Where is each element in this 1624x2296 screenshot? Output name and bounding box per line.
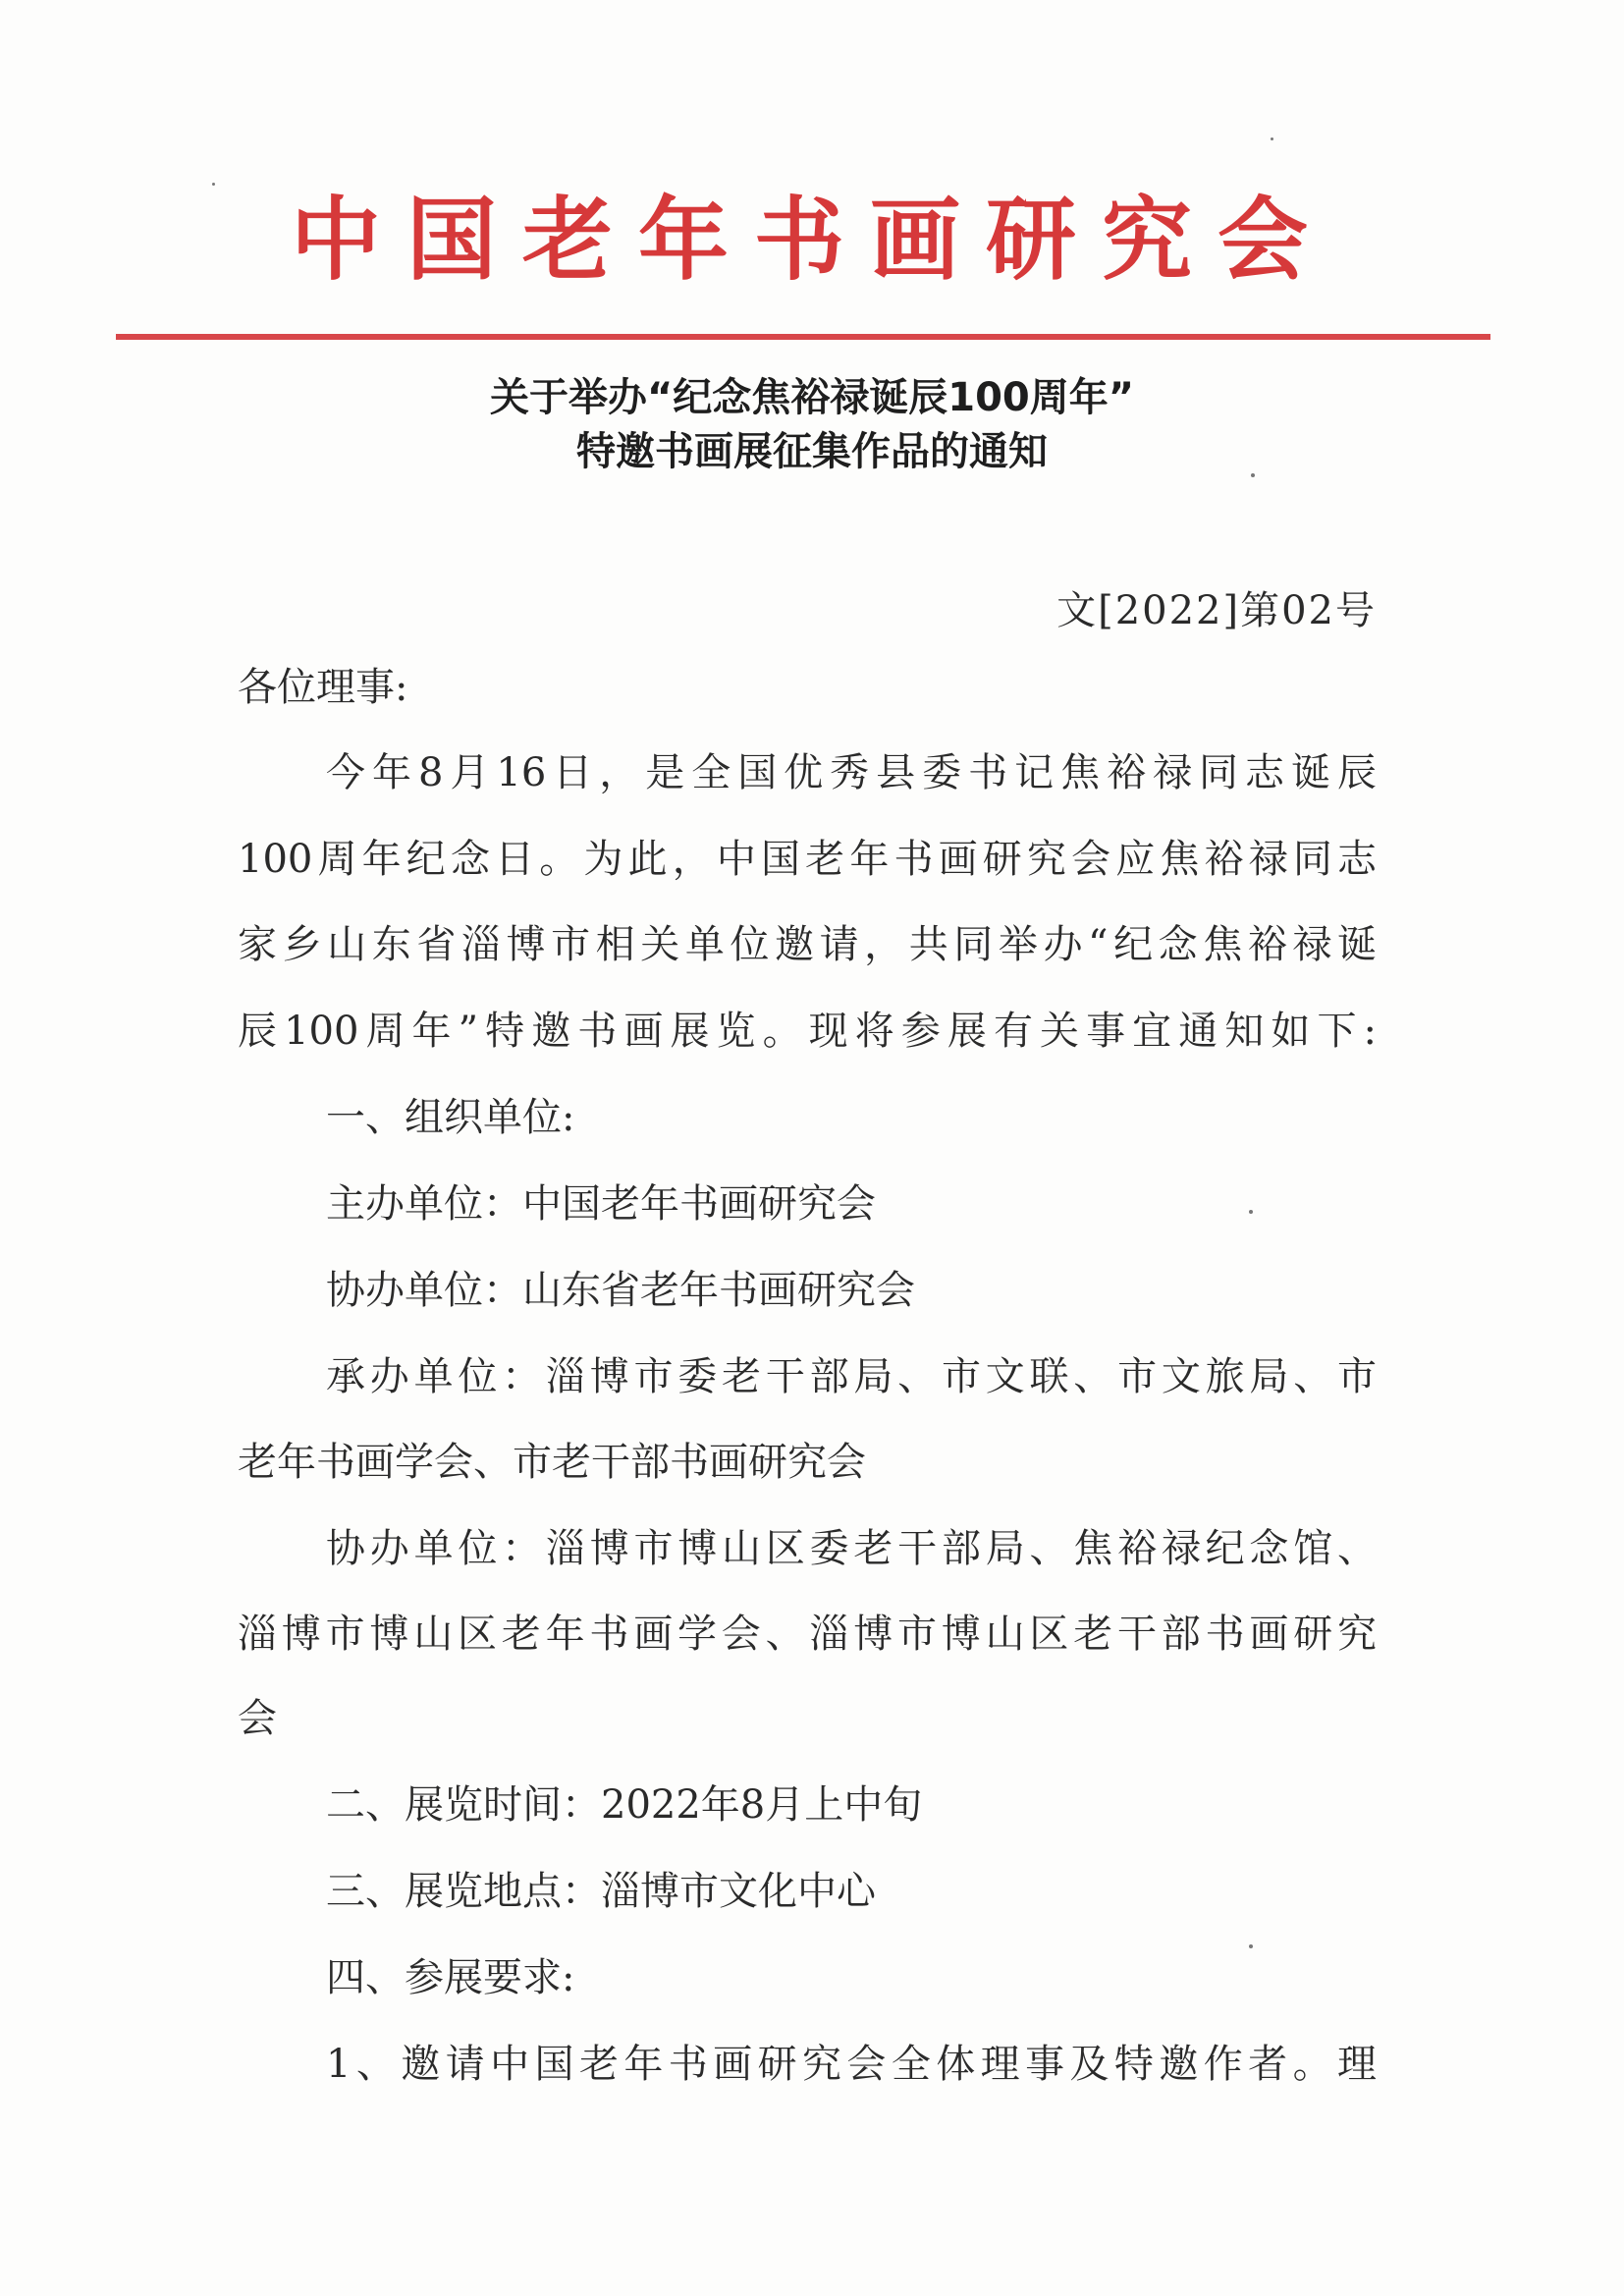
section-1-heading: 一、组织单位: bbox=[326, 1095, 575, 1140]
scan-speck bbox=[1249, 1944, 1253, 1948]
letterhead-red-rule bbox=[116, 334, 1490, 340]
intro-line-1: 今年8月16日，是全国优秀县委书记焦裕禄同志诞辰 bbox=[326, 750, 1377, 795]
document-number: 文[2022]第02号 bbox=[1056, 588, 1377, 633]
requirement-1: 1、邀请中国老年书画研究会全体理事及特邀作者。理 bbox=[326, 2042, 1377, 2087]
undertaker-line-1: 承办单位：淄博市委老干部局、市文联、市文旅局、市 bbox=[326, 1354, 1377, 1399]
section-4-heading: 四、参展要求: bbox=[326, 1955, 575, 2000]
host-organizer: 主办单位：中国老年书画研究会 bbox=[326, 1181, 876, 1227]
salutation: 各位理事: bbox=[238, 665, 408, 710]
section-2-exhibition-time: 二、展览时间：2022年8月上中旬 bbox=[326, 1782, 923, 1828]
assisting-line-3: 会 bbox=[238, 1696, 277, 1741]
intro-line-4: 辰100周年”特邀书画展览。现将参展有关事宜通知如下: bbox=[238, 1009, 1377, 1054]
letterhead-organization-name: 中国老年书画研究会 bbox=[290, 188, 1333, 293]
scan-speck bbox=[1251, 473, 1255, 477]
section-3-exhibition-venue: 三、展览地点：淄博市文化中心 bbox=[326, 1869, 876, 1914]
undertaker-line-2: 老年书画学会、市老干部书画研究会 bbox=[238, 1440, 866, 1485]
assisting-line-1: 协办单位：淄博市博山区委老干部局、焦裕禄纪念馆、 bbox=[326, 1526, 1377, 1571]
scan-speck bbox=[212, 183, 215, 186]
scan-speck bbox=[1271, 137, 1273, 140]
document-title-line-1: 关于举办“纪念焦裕禄诞辰100周年” bbox=[489, 375, 1135, 420]
co-organizer: 协办单位：山东省老年书画研究会 bbox=[326, 1268, 915, 1313]
assisting-line-2: 淄博市博山区老年书画学会、淄博市博山区老干部书画研究 bbox=[238, 1612, 1377, 1657]
scan-speck bbox=[1249, 1210, 1253, 1214]
intro-line-3: 家乡山东省淄博市相关单位邀请，共同举办“纪念焦裕禄诞 bbox=[238, 922, 1377, 967]
document-title-line-2: 特邀书画展征集作品的通知 bbox=[576, 429, 1048, 474]
intro-line-2: 100周年纪念日。为此，中国老年书画研究会应焦裕禄同志 bbox=[238, 837, 1377, 882]
